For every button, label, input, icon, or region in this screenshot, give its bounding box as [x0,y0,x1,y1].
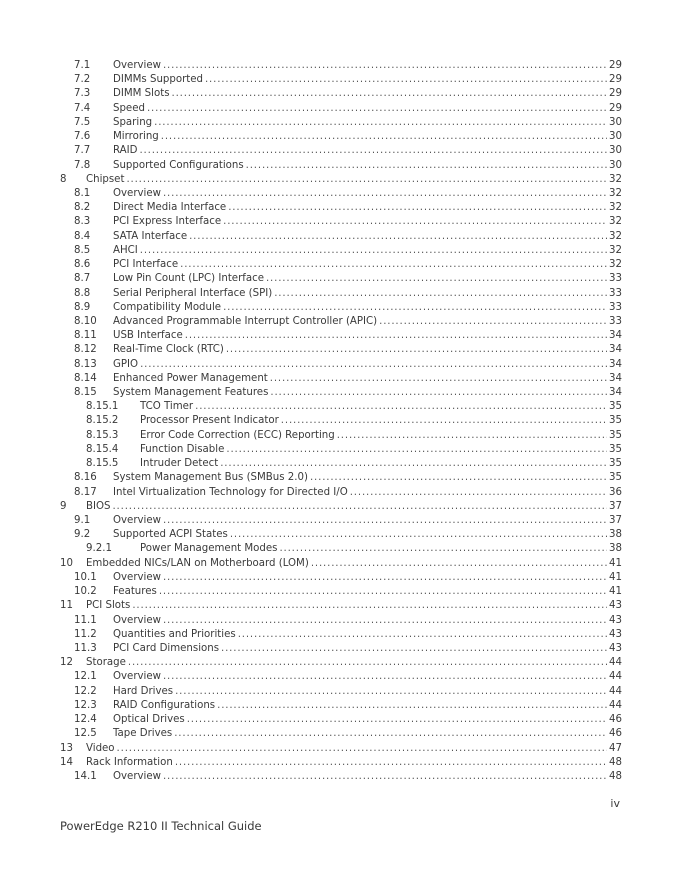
toc-entry[interactable] [60,670,622,684]
toc-entry-title: Supported Configurations [113,159,244,171]
dot-leader [147,102,607,116]
dot-leader [154,116,607,130]
dot-leader [311,557,607,571]
toc-entry-page: 38 [609,543,622,555]
toc-entry-number: 8.6 [74,259,91,271]
toc-entry[interactable] [60,500,622,514]
dot-leader [266,272,607,286]
toc-entry-title: Tape Drives [113,728,173,740]
dot-leader [189,230,607,244]
toc-entry-title: Compatibility Module [113,301,222,313]
toc-entry-number: 14.1 [74,770,97,782]
toc-entry-number: 10.1 [74,571,97,583]
toc-entry-title: PCI Card Dimensions [113,642,220,654]
toc-entry-number: 12.2 [74,685,97,697]
toc-entry-page: 29 [609,102,622,114]
toc-entry[interactable] [60,486,622,500]
toc-entry-page: 32 [609,173,622,185]
dot-leader [140,244,607,258]
toc-entry-title: Features [113,586,157,598]
toc-entry-number: 10 [60,557,73,569]
toc-entry[interactable] [60,372,622,386]
toc-entry-title: Error Code Correction (ECC) Reporting [140,429,335,441]
dot-leader [350,486,607,500]
dot-leader [159,585,607,599]
toc-entry-title: Embedded NICs/LAN on Motherboard (LOM) [86,557,309,569]
toc-entry-number: 7.1 [74,60,91,71]
toc-entry-number: 8.1 [74,187,91,199]
toc-entry-number: 8.9 [74,301,91,313]
toc-entry-page: 36 [609,486,622,498]
toc-entry-page: 34 [609,372,622,384]
toc-entry-page: 44 [609,671,622,683]
toc-entry[interactable] [60,173,622,187]
toc-entry-title: Speed [113,102,145,114]
toc-entry-number: 8.17 [74,486,97,498]
toc-entry-number: 8.12 [74,344,97,356]
dot-leader [246,159,607,173]
toc-entry-page: 35 [609,401,622,413]
toc-entry[interactable] [60,301,622,315]
toc-entry[interactable] [60,329,622,343]
toc-entry-page: 37 [609,515,622,526]
toc-entry[interactable] [60,201,622,215]
toc-entry-number: 11.2 [74,628,97,640]
toc-entry-page: 29 [609,60,622,71]
toc-entry-number: 11 [60,600,73,612]
dot-leader [337,429,607,443]
toc-entry-title: PCI Slots [86,600,131,612]
toc-entry-title: Real-Time Clock (RTC) [113,344,224,356]
toc-entry[interactable] [60,187,622,201]
toc-entry[interactable] [60,144,622,158]
toc-entry-title: RAID [113,145,138,157]
dot-leader [126,173,607,187]
toc-entry-title: Overview [113,671,161,683]
toc-entry-title: Sparing [113,116,153,128]
dot-leader [379,315,607,329]
toc-entry-page: 29 [609,88,622,100]
toc-entry-number: 8.2 [74,202,91,214]
toc-entry[interactable] [60,756,622,770]
toc-entry[interactable] [60,343,622,357]
dot-leader [163,770,607,784]
toc-entry[interactable] [60,400,622,414]
toc-entry-number: 8.14 [74,372,97,384]
toc-entry-title: BIOS [86,500,111,512]
toc-entry-number: 8.4 [74,230,91,242]
toc-entry[interactable] [60,770,622,784]
toc-entry[interactable] [60,528,622,542]
dot-leader [221,642,607,656]
toc-entry-title: Overview [113,614,161,626]
toc-entry-page: 35 [609,472,622,484]
toc-entry-number: 7.8 [74,159,91,171]
toc-entry-title: Enhanced Power Management [113,372,268,384]
toc-entry-number: 12.4 [74,714,97,726]
toc-entry-page: 48 [609,756,622,768]
toc-entry[interactable] [60,116,622,130]
dot-leader [163,571,607,585]
toc-entry-number: 8.10 [74,315,97,327]
dot-leader [112,500,607,514]
dot-leader [270,372,607,386]
dot-leader [163,670,607,684]
toc-entry-number: 8.15.5 [86,458,119,470]
toc-entry-number: 8.13 [74,358,97,370]
toc-entry-title: Supported ACPI States [113,529,228,541]
toc-entry[interactable] [60,358,622,372]
toc-entry-number: 7.7 [74,145,91,157]
toc-entry[interactable] [60,599,622,613]
toc-entry-page: 30 [609,116,622,128]
dot-leader [279,542,607,556]
toc-entry[interactable] [60,159,622,173]
toc-entry-number: 8.8 [74,287,91,299]
toc-entry-number: 14 [60,756,73,768]
dot-leader [175,756,607,770]
toc-entry-number: 11.3 [74,642,97,654]
toc-entry-title: Power Management Modes [140,543,278,555]
toc-entry-number: 9.1 [74,515,91,526]
dot-leader [128,656,607,670]
toc-entry-page: 35 [609,429,622,441]
toc-entry[interactable] [60,244,622,258]
dot-leader [220,457,607,471]
toc-entry[interactable] [60,514,622,528]
toc-entry-number: 7.6 [74,131,91,143]
toc-entry-page: 30 [609,145,622,157]
dot-leader [217,699,607,713]
toc-entry[interactable] [60,87,622,101]
toc-entry-page: 30 [609,131,622,143]
toc-entry-page: 32 [609,230,622,242]
toc-entry-number: 8.11 [74,330,97,342]
toc-entry-title: Intruder Detect [140,458,219,470]
toc-entry-title: Overview [113,60,161,71]
toc-entry[interactable] [60,386,622,400]
toc-entry[interactable] [60,699,622,713]
toc-entry[interactable] [60,258,622,272]
dot-leader [238,628,607,642]
toc-entry-title: Overview [113,515,161,526]
toc-entry[interactable] [60,471,622,485]
toc-entry-page: 32 [609,216,622,228]
dot-leader [163,187,607,201]
toc-entry-number: 7.4 [74,102,91,114]
toc-entry-page: 34 [609,344,622,356]
dot-leader [163,59,607,73]
toc-entry-page: 38 [609,529,622,541]
toc-entry[interactable] [60,685,622,699]
toc-entry-page: 47 [609,742,622,754]
page-number: iv [610,797,620,810]
toc-entry-number: 10.2 [74,586,97,598]
toc-entry-page: 43 [609,600,622,612]
toc-entry-page: 35 [609,458,622,470]
dot-leader [205,73,607,87]
toc-entry-number: 7.3 [74,88,91,100]
toc-entry-number: 8.15.2 [86,415,119,427]
toc-entry-page: 35 [609,443,622,455]
toc-entry-page: 48 [609,770,622,782]
toc-entry-page: 44 [609,657,622,669]
toc-entry-page: 32 [609,259,622,271]
toc-entry-title: Overview [113,770,161,782]
toc-entry-title: TCO Timer [140,401,194,413]
toc-entry-page: 41 [609,571,622,583]
toc-entry-title: RAID Configurations [113,699,216,711]
dot-leader [281,414,607,428]
toc-entry[interactable] [60,656,622,670]
toc-entry-page: 37 [609,500,622,512]
toc-entry-title: Function Disable [140,443,225,455]
toc-entry-title: Low Pin Count (LPC) Interface [113,273,264,285]
dot-leader [132,599,607,613]
dot-leader [172,87,608,101]
dot-leader [140,358,607,372]
toc-entry[interactable] [60,130,622,144]
toc-entry-title: Overview [113,571,161,583]
toc-entry[interactable] [60,713,622,727]
toc-entry-page: 34 [609,387,622,399]
toc-entry-page: 32 [609,202,622,214]
toc-entry-number: 8 [60,173,67,185]
dot-leader [226,443,607,457]
toc-entry-number: 12.1 [74,671,97,683]
toc-entry-page: 34 [609,330,622,342]
toc-entry-title: Advanced Programmable Interrupt Controller (APIC) [113,315,378,327]
toc-entry-title: Hard Drives [113,685,174,697]
toc-entry-title: Video [86,742,115,754]
toc-entry[interactable] [60,215,622,229]
dot-leader [187,713,607,727]
toc-entry-number: 8.15.3 [86,429,119,441]
toc-entry[interactable] [60,585,622,599]
toc-entry-page: 34 [609,358,622,370]
toc-entry[interactable] [60,287,622,301]
toc-entry[interactable] [60,230,622,244]
toc-entry[interactable] [60,742,622,756]
toc-entry-title: PCI Express Interface [113,216,222,228]
toc-entry-number: 12 [60,657,73,669]
toc-entry-title: USB Interface [113,330,183,342]
dot-leader [195,400,607,414]
dot-leader [117,742,607,756]
toc-entry-page: 29 [609,74,622,86]
toc-entry-title: Chipset [86,173,125,185]
toc-entry-page: 35 [609,415,622,427]
dot-leader [274,287,607,301]
toc-entry-number: 7.2 [74,74,91,86]
toc-entry-page: 41 [609,557,622,569]
toc-entry-title: Storage [86,657,126,669]
toc-entry-number: 9.2.1 [86,543,112,555]
toc-entry-page: 33 [609,287,622,299]
dot-leader [163,614,607,628]
toc-entry-title: Overview [113,187,161,199]
toc-entry-title: System Management Features [113,387,269,399]
dot-leader [270,386,607,400]
toc-entry[interactable] [60,102,622,116]
toc-entry-page: 44 [609,685,622,697]
toc-entry-title: SATA Interface [113,230,188,242]
toc-entry-page: 43 [609,628,622,640]
toc-entry[interactable] [60,73,622,87]
dot-leader [161,130,607,144]
toc-entry-page: 44 [609,699,622,711]
dot-leader [180,258,607,272]
dot-leader [185,329,607,343]
toc-entry[interactable] [60,642,622,656]
dot-leader [174,727,607,741]
toc-entry[interactable] [60,443,622,457]
dot-leader [228,201,607,215]
toc-entry-number: 8.16 [74,472,97,484]
dot-leader [163,514,607,528]
toc-entry-number: 7.5 [74,116,91,128]
toc-entry[interactable] [60,315,622,329]
toc-entry[interactable] [60,614,622,628]
toc-entry-number: 11.1 [74,614,97,626]
toc-entry-page: 41 [609,586,622,598]
toc-entry-page: 33 [609,273,622,285]
toc-entry-title: Direct Media Interface [113,202,227,214]
dot-leader [310,471,607,485]
toc-entry[interactable] [60,272,622,286]
footer-title: PowerEdge R210 II Technical Guide [60,819,262,833]
toc-entry-title: System Management Bus (SMBus 2.0) [113,472,308,484]
toc-entry[interactable] [60,59,622,73]
dot-leader [230,528,607,542]
toc-entry-page: 30 [609,159,622,171]
toc-entry-number: 8.3 [74,216,91,228]
toc-entry[interactable] [60,628,622,642]
dot-leader [175,685,607,699]
toc-entry-page: 33 [609,315,622,327]
toc-entry[interactable] [60,557,622,571]
toc-entry[interactable] [60,727,622,741]
toc-entry[interactable] [60,414,622,428]
dot-leader [223,301,607,315]
toc-entry-title: Mirroring [113,131,159,143]
toc-entry-title: PCI Interface [113,259,179,271]
toc-entry[interactable] [60,429,622,443]
toc-entry-page: 43 [609,614,622,626]
toc-entry-page: 46 [609,728,622,740]
toc-entry-title: AHCI [113,244,138,256]
toc-entry-number: 8.5 [74,244,91,256]
dot-leader [223,215,607,229]
toc-entry-title: Optical Drives [113,714,185,726]
toc-entry-title: Serial Peripheral Interface (SPI) [113,287,273,299]
toc-entry-number: 8.15.1 [86,401,119,413]
toc-entry-number: 8.15 [74,387,97,399]
toc-entry[interactable] [60,542,622,556]
table-of-contents [60,59,622,784]
toc-entry-page: 46 [609,714,622,726]
toc-entry-title: DIMMs Supported [113,74,203,86]
toc-entry-title: Rack Information [86,756,173,768]
toc-entry-title: Processor Present Indicator [140,415,279,427]
toc-entry-number: 8.7 [74,273,91,285]
toc-entry-number: 13 [60,742,73,754]
toc-entry-page: 32 [609,187,622,199]
toc-entry-number: 9 [60,500,67,512]
toc-entry-title: Intel Virtualization Technology for Directed I/O [113,486,348,498]
toc-entry-title: DIMM Slots [113,88,170,100]
toc-entry-page: 33 [609,301,622,313]
toc-entry-number: 9.2 [74,529,91,541]
toc-entry-number: 8.15.4 [86,443,119,455]
dot-leader [139,144,607,158]
toc-entry-number: 12.5 [74,728,97,740]
toc-entry-page: 32 [609,244,622,256]
dot-leader [226,343,607,357]
toc-entry[interactable] [60,457,622,471]
toc-entry[interactable] [60,571,622,585]
toc-entry-title: Quantities and Priorities [113,628,236,640]
toc-entry-page: 43 [609,642,622,654]
toc-entry-title: GPIO [113,358,139,370]
toc-entry-number: 12.3 [74,699,97,711]
